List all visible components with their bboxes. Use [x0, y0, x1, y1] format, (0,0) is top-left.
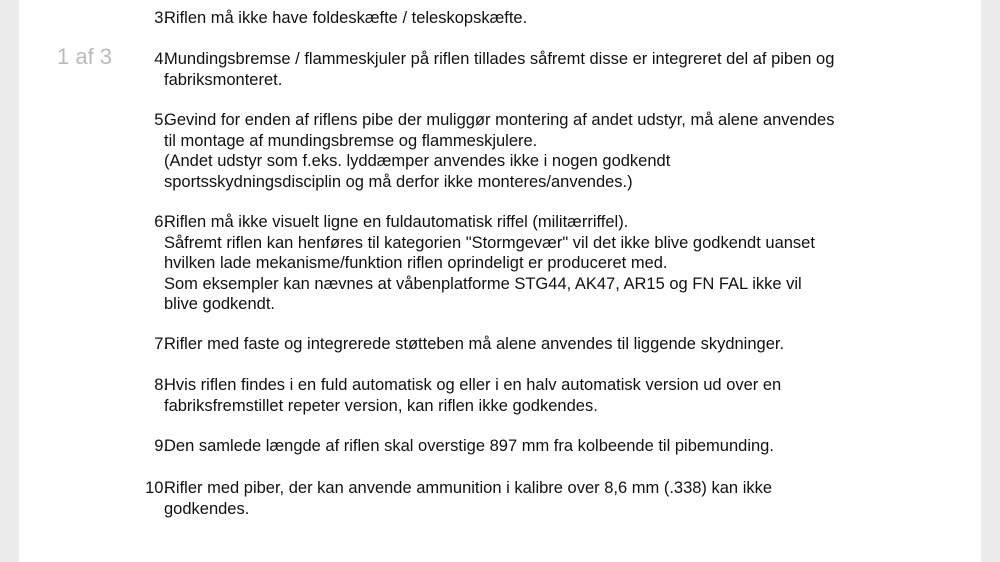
item-number: 4. [154, 50, 168, 68]
item-line: Riflen må ikke visuelt ligne en fuldautomatisk riffel (militærriffel). [164, 213, 629, 231]
item-text [164, 49, 924, 90]
item-line: fabriksfremstillet repeter version, kan riflen ikke godkendes. [164, 396, 598, 415]
item-text [164, 110, 924, 192]
page-indicator: 1 af 3 [57, 44, 113, 69]
item-text [164, 478, 924, 519]
item-number: 9. [154, 437, 168, 455]
item-number: 5. [154, 111, 168, 129]
item-line: Gevind for enden af riflens pibe der muliggør montering af andet udstyr, må alene anvendes [164, 111, 835, 129]
item-line: Rifler med piber, der kan anvende ammunition i kalibre over 8,6 mm (.338) kan ikke [164, 479, 773, 497]
item-number: 3. [154, 9, 168, 27]
item-line: fabriksmonteret. [164, 70, 283, 89]
item-line: Den samlede længde af riflen skal overstige 897 mm fra kolbeende til pibemunding. [164, 437, 774, 455]
document-page[interactable] [19, 0, 981, 562]
item-text [164, 212, 924, 315]
item-line: Riflen må ikke have foldeskæfte / teleskopskæfte. [164, 9, 528, 27]
item-line: Rifler med faste og integrerede støtteben må alene anvendes til liggende skydninger. [164, 335, 785, 353]
item-text [164, 436, 924, 457]
item-text [164, 375, 924, 416]
item-number: 7. [154, 335, 168, 353]
item-line: Som eksempler kan nævnes at våbenplatforme STG44, AK47, AR15 og FN FAL ikke vil [164, 274, 802, 293]
item-line: hvilken lade mekanisme/funktion riflen oprindeligt er produceret med. [164, 254, 668, 273]
item-line: blive godkendt. [164, 295, 275, 314]
item-text [164, 334, 924, 355]
item-number: 6. [154, 213, 168, 231]
item-line: til montage af mundingsbremse og flammeskjulere. [164, 131, 538, 150]
item-number: 8. [154, 376, 168, 394]
item-line: sportsskydningsdisciplin og må derfor ikke monteres/anvendes.) [164, 172, 633, 191]
item-line: (Andet udstyr som f.eks. lyddæmper anvendes ikke i nogen godkendt [164, 152, 671, 171]
item-text [164, 8, 924, 29]
item-line: Mundingsbremse / flammeskjuler på riflen tillades såfremt disse er integreret del af piben og [164, 50, 835, 68]
item-line: godkendes. [164, 499, 250, 518]
item-line: Såfremt riflen kan henføres til kategorien "Stormgevær" vil det ikke blive godkendt uanset [164, 233, 815, 252]
item-number: 10. [145, 479, 168, 497]
item-line: Hvis riflen findes i en fuld automatisk og eller i en halv automatisk version ud over en [164, 376, 782, 394]
